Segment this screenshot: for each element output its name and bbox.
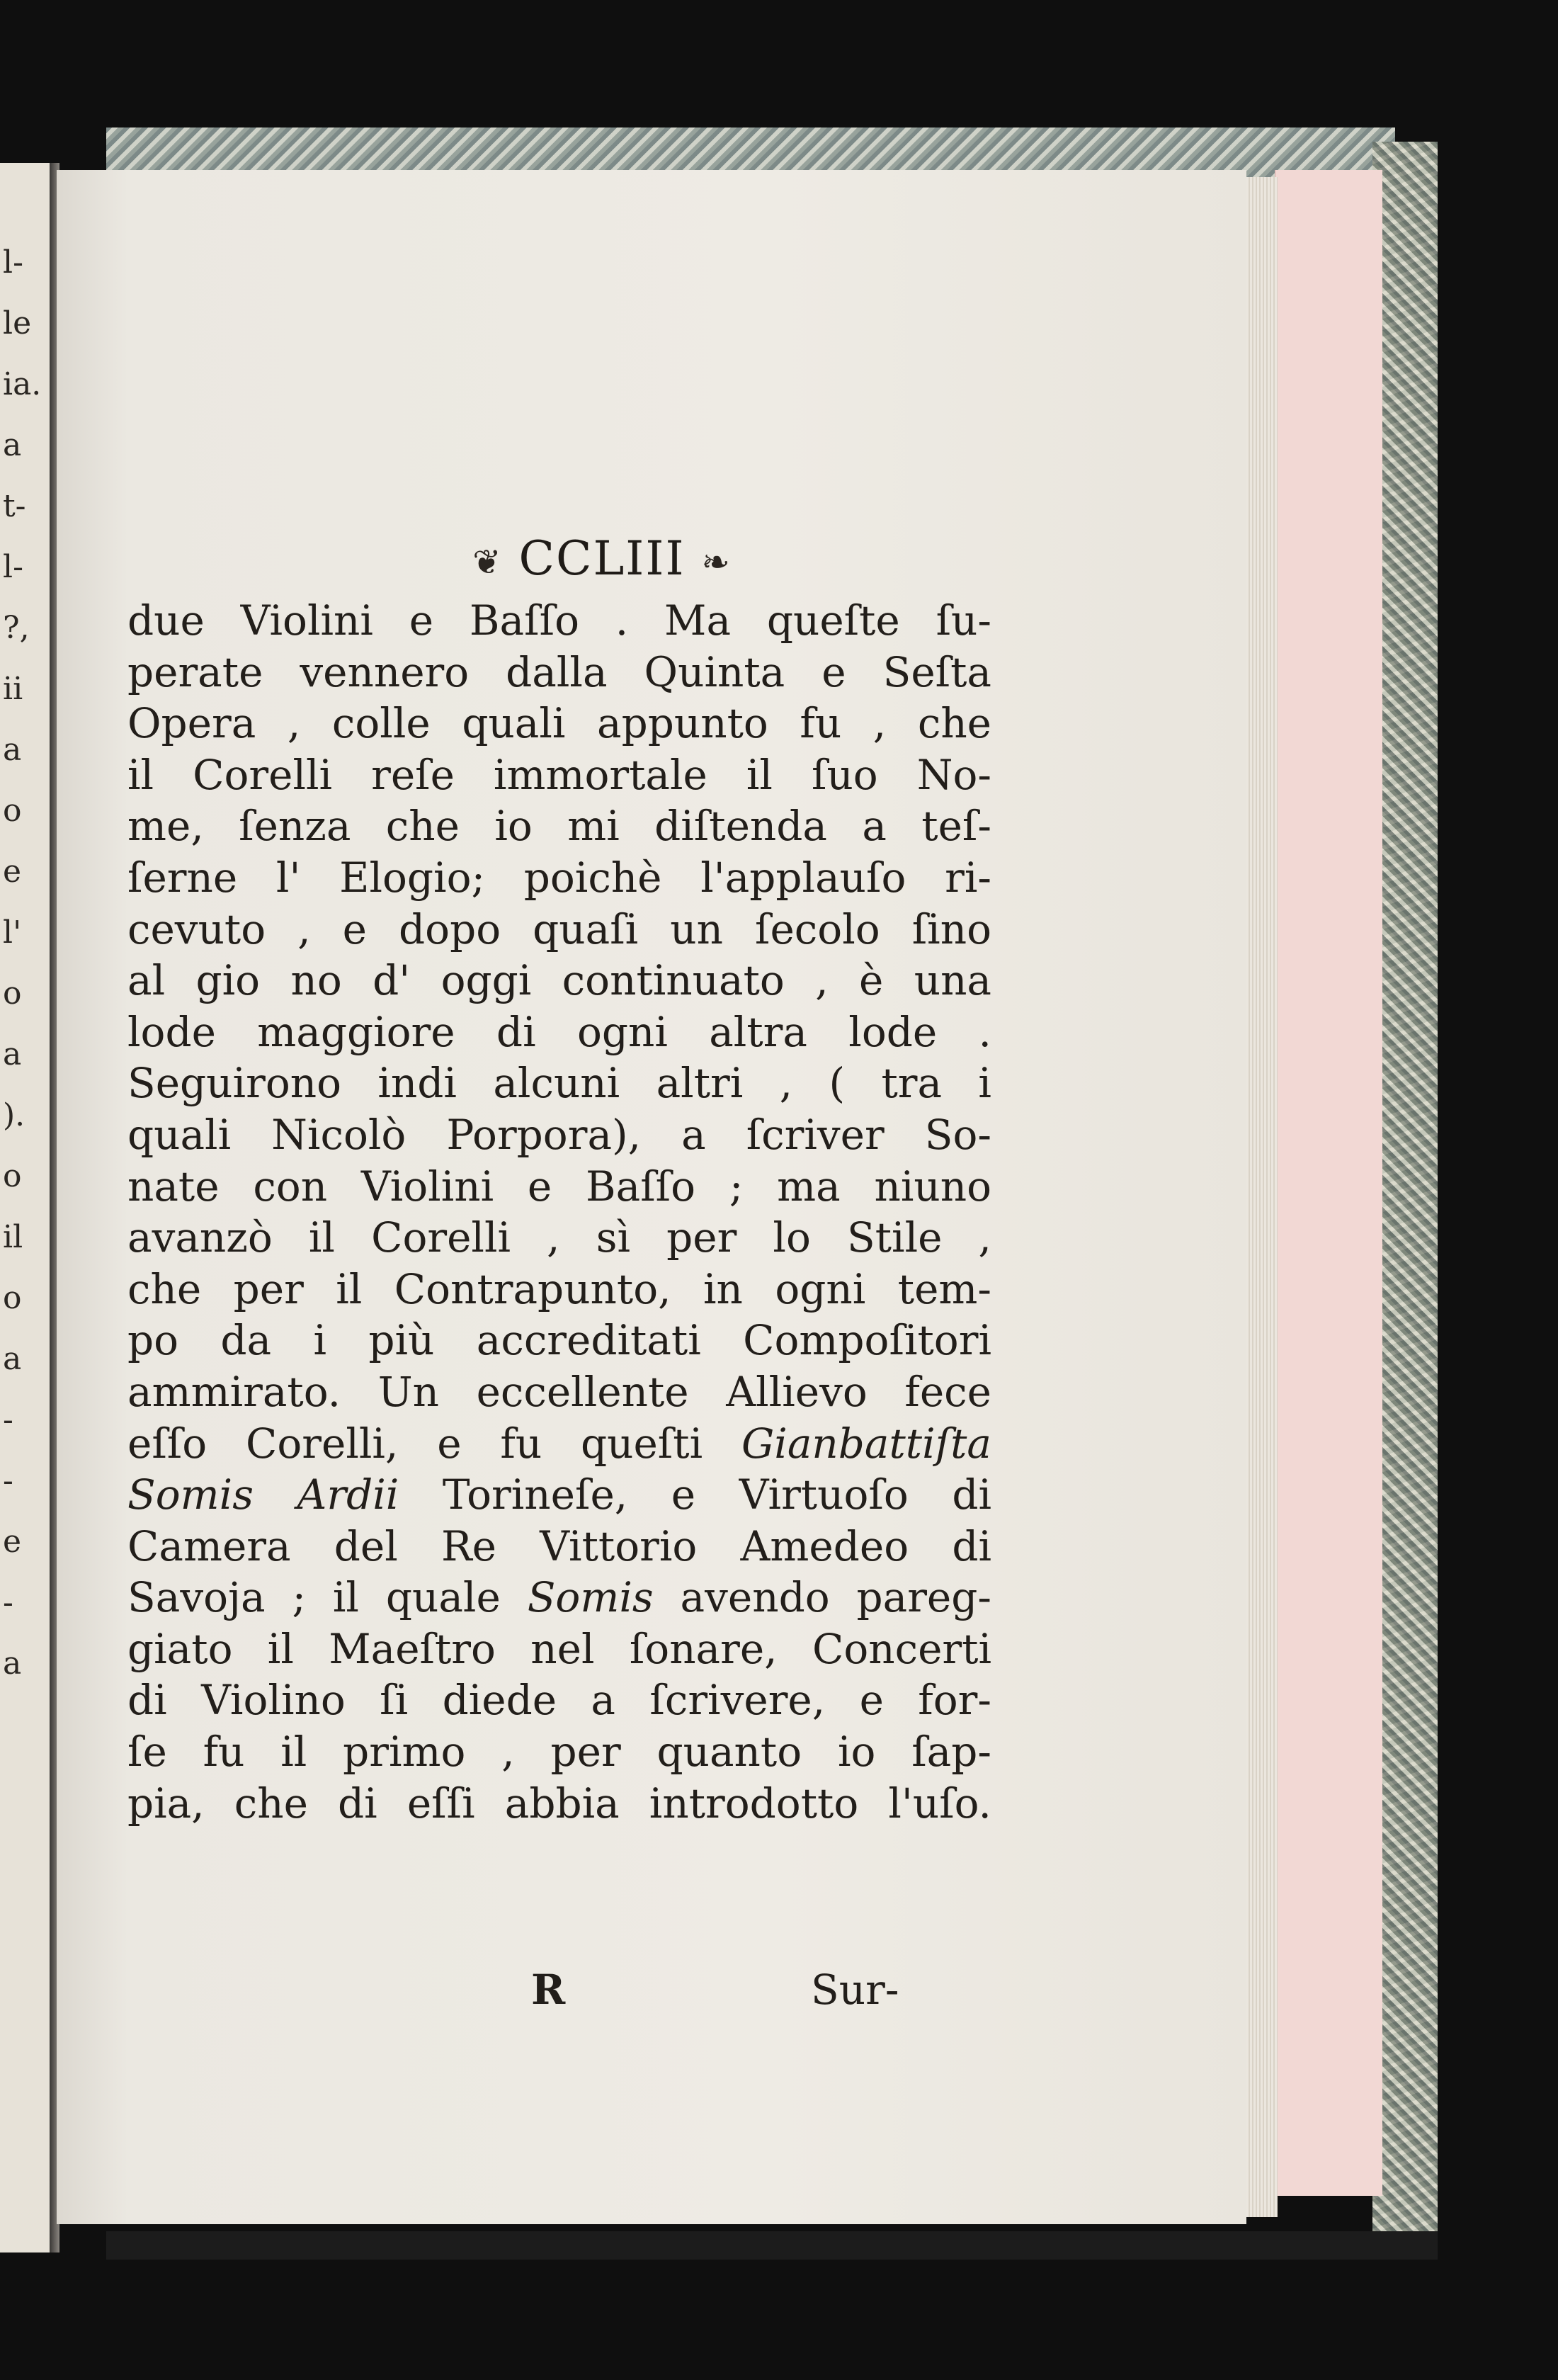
previous-page-text-fragment: e — [3, 1524, 22, 1560]
name-italic: Gianbattiſta — [741, 1419, 991, 1468]
previous-page-text-fragment: l' — [3, 914, 22, 951]
previous-page-text-fragment: o — [3, 1280, 22, 1316]
previous-page-text-fragment: - — [3, 1585, 13, 1621]
text-line: ſerne l' Elogio; poichè l'applauſo ri- — [127, 853, 991, 902]
book-bottom-shadow — [106, 2231, 1438, 2260]
name-italic: Somis — [527, 1573, 654, 1622]
text-line: Opera , colle quali appunto fu , che — [127, 699, 991, 748]
previous-page-text-fragment: a — [3, 1036, 22, 1072]
book-page — [57, 170, 1246, 2224]
text-line: quali Nicolò Porpora), a ſcriver So- — [127, 1110, 991, 1159]
text-line: ammirato. Un eccellente Allievo fece — [127, 1367, 991, 1416]
text-line: di Violino ſi diede a ſcrivere, e for- — [127, 1676, 991, 1725]
previous-page-text-fragment: a — [3, 1341, 22, 1377]
text-line: cevuto , e dopo quaſi un ſecolo ſino — [127, 905, 991, 953]
text-line — [127, 1572, 991, 1624]
ornament-right-icon: ❧ — [701, 543, 732, 582]
previous-page-text-fragment: t- — [3, 488, 26, 524]
ornament-left-icon: ❦ — [472, 543, 503, 582]
text-line: il Corelli reſe immortale il ſuo No- — [127, 750, 991, 799]
text-segment: avendo pareg- — [653, 1573, 991, 1622]
previous-page-text-fragment: a — [3, 1645, 22, 1682]
pink-endpaper — [1275, 170, 1382, 2196]
text-line: che per il Contrapunto, in ogni tem- — [127, 1264, 991, 1313]
previous-page-text-fragment: - — [3, 1402, 13, 1438]
previous-page-text-fragment: - — [3, 1463, 13, 1499]
previous-page-text-fragment: e — [3, 854, 22, 890]
text-line: po da i più accreditati Compoſitori — [127, 1316, 991, 1365]
previous-page-text-fragment: o — [3, 975, 22, 1012]
previous-page-text-fragment: a — [3, 732, 22, 768]
text-line: giato il Maeſtro nel ſonare, Concerti — [127, 1624, 991, 1673]
text-line: due Violini e Baſſo . Ma queſte ſu- — [127, 596, 991, 645]
name-italic: Somis Ardii — [127, 1470, 399, 1519]
previous-page-text-fragment: il — [3, 1219, 23, 1255]
previous-page-text-fragment: le — [3, 305, 32, 341]
text-line: Seguirono indi alcuni altri , ( tra i — [127, 1059, 991, 1108]
page-numeral: CCLIII — [518, 531, 686, 586]
text-line: ſe fu il primo , per quanto io ſap- — [127, 1728, 991, 1776]
text-segment: eſſo Corelli, e fu queſti — [127, 1419, 741, 1468]
previous-page-text-fragment: l- — [3, 244, 23, 280]
page-header — [404, 531, 800, 586]
catchword: Sur- — [811, 1966, 899, 2014]
previous-page-edge — [0, 163, 51, 2252]
previous-page-text-fragment: o — [3, 1158, 22, 1194]
text-line: Camera del Re Vittorio Amedeo di — [127, 1522, 991, 1570]
previous-page-text-fragment: l- — [3, 549, 23, 585]
text-line: lode maggiore di ogni altra lode . — [127, 1007, 991, 1056]
previous-page-text-fragment: ). — [3, 1097, 25, 1133]
text-line — [127, 1418, 991, 1470]
previous-page-text-fragment: ii — [3, 671, 23, 707]
body-text — [127, 595, 991, 1829]
text-line — [127, 1469, 991, 1521]
text-segment: Torineſe, e Virtuoſo di — [399, 1470, 992, 1519]
text-line: al gio no d' oggi continuato , è una — [127, 956, 991, 1005]
previous-page-text-fragment: a — [3, 427, 22, 463]
text-line: pia, che di eſſi abbia introdotto l'uſo. — [127, 1779, 991, 1828]
text-line: perate vennero dalla Quinta e Seſta — [127, 647, 991, 696]
text-line: me, ſenza che io mi diſtenda a teſ- — [127, 802, 991, 851]
previous-page-text-fragment: ?, — [3, 610, 30, 646]
previous-page-text-fragment: o — [3, 793, 22, 829]
text-line: avanzò il Corelli , sì per lo Stile , — [127, 1213, 991, 1262]
page-footer — [127, 1966, 991, 2022]
text-line: nate con Violini e Baſſo ; ma niuno — [127, 1162, 991, 1211]
signature-mark: R — [531, 1966, 566, 2014]
previous-page-text-fragment: ia. — [3, 366, 42, 402]
text-segment: Savoja ; il quale — [127, 1573, 528, 1622]
